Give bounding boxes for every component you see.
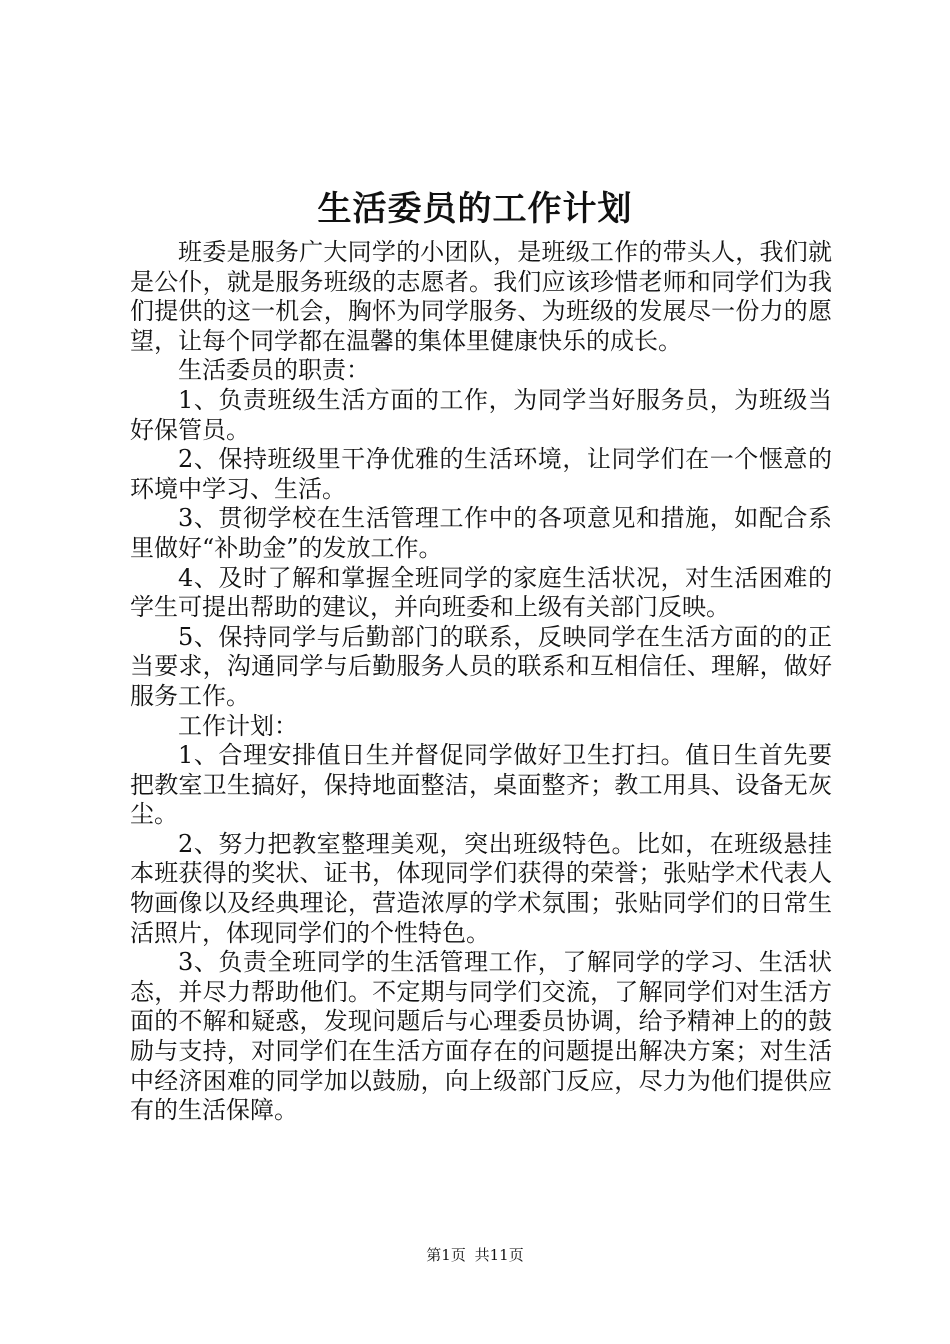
- page-number: 第1页: [426, 1246, 466, 1264]
- plan-item: 2、努力把教室整理美观，突出班级特色。比如，在班级悬挂本班获得的奖状、证书，体现同学们获得的荣誉；张贴学术代表人物画像以及经典理论，营造浓厚的学术氛围；张贴同学们的日常生活照片，体现同学们的个性特色。: [130, 829, 832, 947]
- intro-paragraph: 班委是服务广大同学的小团队，是班级工作的带头人，我们就是公仆，就是服务班级的志愿者。我们应该珍惜老师和同学们为我们提供的这一机会，胸怀为同学服务、为班级的发展尽一份力的愿望，让每个同学都在温馨的集体里健康快乐的成长。: [130, 238, 832, 355]
- duty-item: 5、保持同学与后勤部门的联系，反映同学在生活方面的的正当要求，沟通同学与后勤服务人员的联系和互相信任、理解，做好服务工作。: [130, 622, 832, 710]
- duty-item: 4、及时了解和掌握全班同学的家庭生活状况，对生活困难的学生可提出帮助的建议，并向班委和上级有关部门反映。: [130, 563, 832, 622]
- plan-item: 3、负责全班同学的生活管理工作，了解同学的学习、生活状态，并尽力帮助他们。不定期与同学们交流，了解同学们对生活方面的不解和疑惑，发现问题后与心理委员协调，给予精神上的的鼓励与支持，对同学们在生活方面存在的问题提出解决方案；对生活中经济困难的同学加以鼓励，向上级部门反应，尽力为他们提供应有的生活保障。: [130, 948, 832, 1125]
- duty-item: 1、负责班级生活方面的工作，为同学当好服务员，为班级当好保管员。: [130, 385, 832, 444]
- page-footer: [0, 1245, 950, 1265]
- section-heading-plan: 工作计划：: [178, 711, 298, 740]
- duty-item: 3、贯彻学校在生活管理工作中的各项意见和措施，如配合系里做好“补助金”的发放工作。: [130, 504, 832, 562]
- document-title: 生活委员的工作计划: [317, 189, 633, 229]
- page-total: 共11页: [474, 1246, 524, 1264]
- duty-item: 2、保持班级里干净优雅的生活环境，让同学们在一个惬意的环境中学习、生活。: [130, 445, 832, 503]
- document-body: [130, 238, 832, 1126]
- plan-item: 1、合理安排值日生并督促同学做好卫生打扫。值日生首先要把教室卫生搞好，保持地面整洁，桌面整齐；教工用具、设备无灰尘。: [130, 741, 832, 829]
- section-heading-duties: 生活委员的职责：: [178, 356, 370, 385]
